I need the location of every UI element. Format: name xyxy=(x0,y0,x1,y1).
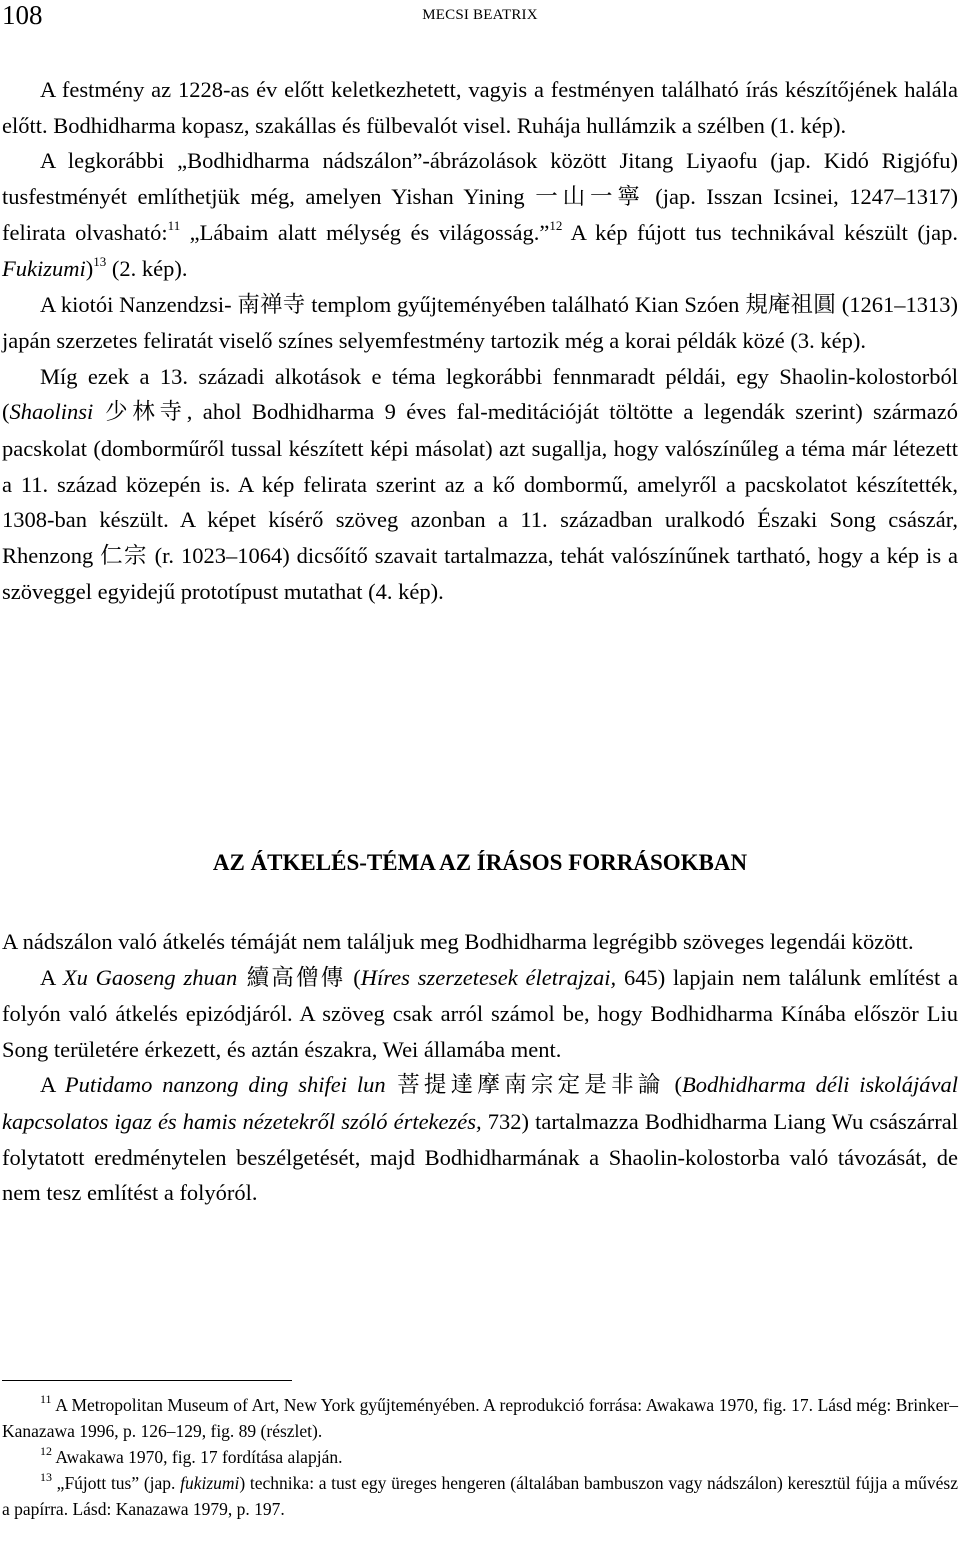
body-section-1 xyxy=(2,72,958,610)
cjk-text: 續高僧傳 xyxy=(237,964,346,991)
cjk-text: 南禅寺 xyxy=(237,291,306,318)
cjk-text: 菩提達摩南宗定是非論 xyxy=(385,1072,665,1099)
paragraph-3: A kiotói Nanzendzsi- 南禅寺 templom gyűjteményében található Kian Szóen 規庵祖圓 (1261–1313) japán szerzetes feliratát viselő színes selyemfestmény tartozik még a korai példák közé (3. kép). xyxy=(2,291,958,354)
paragraph-1: A festmény az 1228-as év előtt keletkezhetett, vagyis a festményen található írás készítőjének halála előtt. Bodhidharma kopasz, szakállas és fülbevalót visel. Ruhája hullámzik a szélben (1. kép). xyxy=(2,77,958,138)
footnote-separator xyxy=(2,1380,292,1381)
body-section-2 xyxy=(2,924,958,1211)
cjk-text: 少林寺 xyxy=(93,399,187,426)
footnote-ref-11[interactable]: 11 xyxy=(167,218,181,234)
footnotes xyxy=(2,1392,958,1522)
cjk-text: 仁宗 xyxy=(100,542,148,569)
footnote-ref-12[interactable]: 12 xyxy=(549,218,563,234)
paragraph-5: A nádszálon való átkelés témáját nem találjuk meg Bodhidharma legrégibb szöveges legendái között. xyxy=(2,929,914,954)
paragraph-2: A legkorábbi „Bodhidharma nádszálon”-ábrázolások között Jitang Liyaofu (jap. Kidó Rigjófu) tusfestményét említhetjük még, amelyen Yishan Yining 一山一寧 (jap. Isszan Icsinei, 1247–1317) felirata olvasható:$^{11}$ „Lábaim alatt mélység és világosság.”$^{12}$ A kép fújott tus technikával készült (jap. Fukizumi)$^{13}$ (2. kép). xyxy=(2,148,959,281)
cjk-text: 一山一寧 xyxy=(535,183,645,210)
section-heading: AZ ÁTKELÉS-TÉMA AZ ÍRÁSOS FORRÁSOKBAN xyxy=(212,850,748,875)
footnote-ref-13[interactable]: 13 xyxy=(93,253,107,269)
footnote-11: $^{11}$ A Metropolitan Museum of Art, New York gyűjteményében. A reprodukció forrása: Awakawa 1970, fig. 17. Lásd még: Brinker–Kanazawa 1996, p. 126–129, fig. 89 (részlet). xyxy=(2,1392,958,1441)
cjk-text: 規庵祖圓 xyxy=(745,291,836,318)
footnote-12: $^{12}$ Awakawa 1970, fig. 17 fordítása alapján. xyxy=(40,1444,343,1467)
running-header: MECSI BEATRIX xyxy=(422,7,538,23)
paragraph-6: A Xu Gaoseng zhuan 續高僧傳 (Híres szerzetesek életrajzai, 645) lapjain nem találunk említést a folyón való átkelés epizódjáról. A szöveg csak arról számol be, hogy Bodhidharma Kínába először Liu Song területére érkezett, és aztán északra, Wei államába ment. xyxy=(2,964,959,1062)
page-number: 108 xyxy=(2,0,43,30)
paragraph-4: Míg ezek a 13. századi alkotások e téma legkorábbi fennmaradt példái, egy Shaolin-kolostorból (Shaolinsi 少林寺, ahol Bodhidharma 9 éves fal-meditációját töltötte a legendák szerint) származó pacskolat (domborműről tussal készített képi másolat) azt sugallja, hogy valószínűleg a téma már létezett a 11. század közepén is. A kép felirata szerint az a kő dombormű, amelyről a pacskolatot készítették, 1308-ban készült. A képet kísérő szöveg azonban a 11. században uralkodó Északi Song császár, Rhenzong 仁宗 (r. 1023–1064) dicsőítő szavait tartalmazza, tehát valószínűnek tartható, hogy a kép is a szöveggel egyidejű prototípust mutathat (4. kép). xyxy=(2,363,959,605)
paragraph-7: A Putidamo nanzong ding shifei lun 菩提達摩南宗定是非論 (Bodhidharma déli iskolájával kapcsolatos igaz és hamis nézetekről szóló értekezés, 732) tartalmazza Bodhidharma Liang Wu császárral folytatott eredménytelen beszélgetését, majd Bodhidharmának a Shaolin-kolostorba való távozását, de nem tesz említést a folyóról. xyxy=(2,1072,958,1206)
footnote-13: $^{13}$ „Fújott tus” (jap. fukizumi) technika: a tust egy üreges hengeren (általában bambuszon vagy nádszálon) keresztül fújja a művész a papírra. Lásd: Kanazawa 1979, p. 197. xyxy=(2,1470,959,1519)
